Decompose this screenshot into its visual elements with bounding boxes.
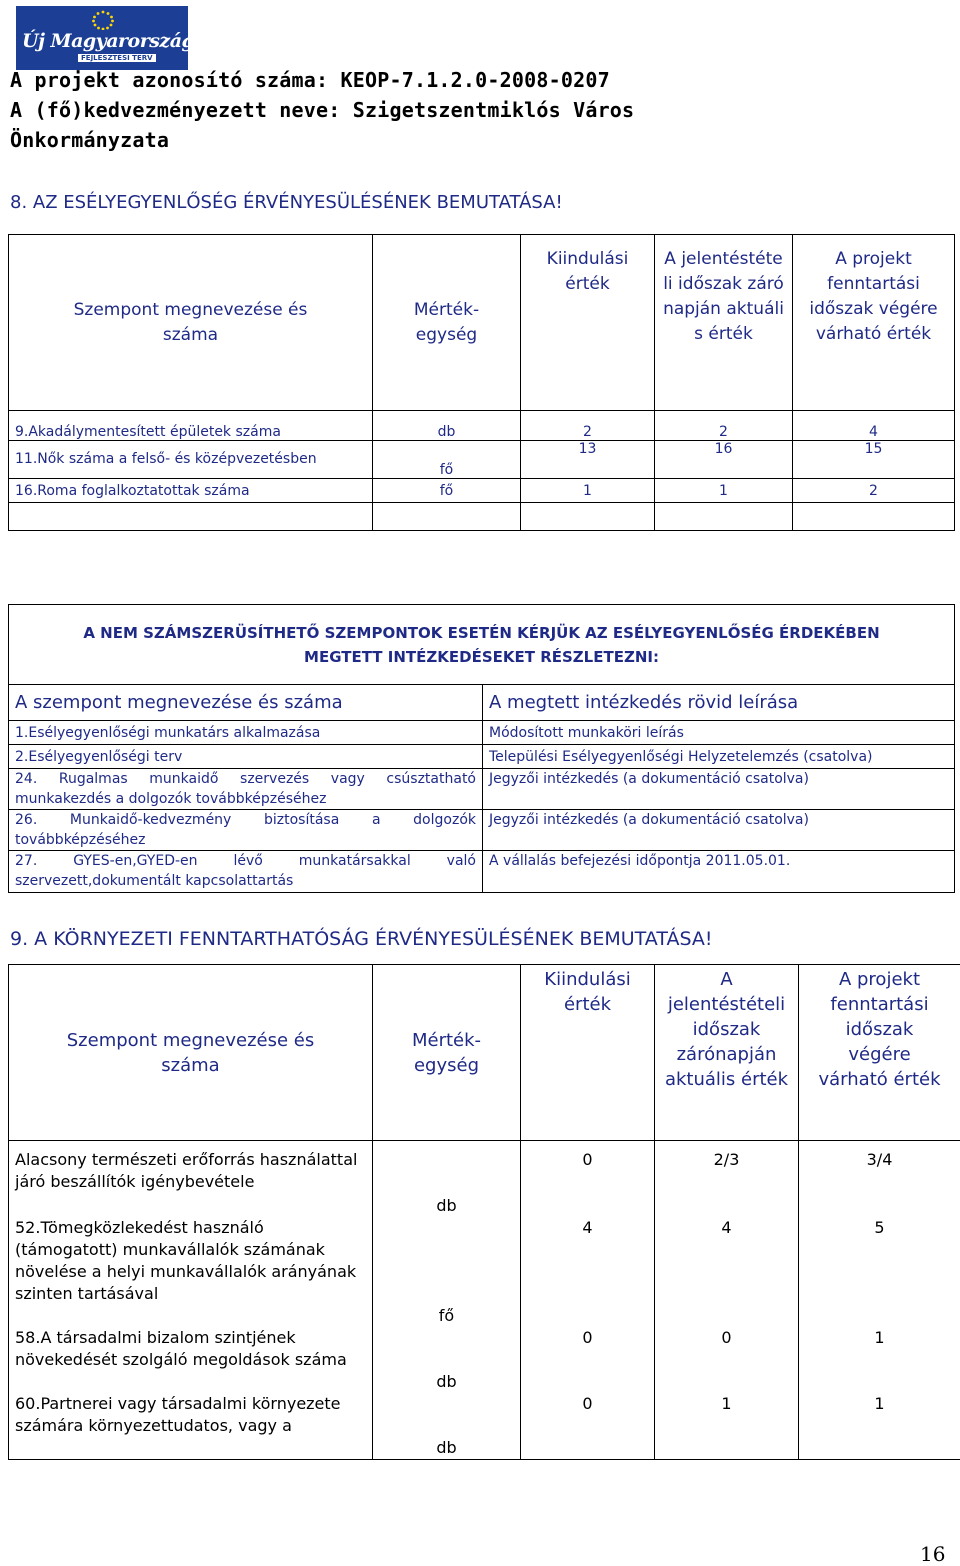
row-start: 0 xyxy=(521,1141,655,1218)
row-aspect: 27. GYES-en,GYED-en lévő munkatársakkal való szervezett,dokumentált kapcsolattartás xyxy=(9,851,483,893)
table-header-row xyxy=(9,235,955,411)
table-header-row xyxy=(9,965,960,1141)
row-unit: db xyxy=(373,1393,521,1460)
row-start: 0 xyxy=(521,1327,655,1393)
row-aspect: 26. Munkaidő-kedvezmény biztosítása a dolgozók továbbképzéséhez xyxy=(9,810,483,851)
col-header-unit: Mérték-egység xyxy=(373,965,521,1141)
table-row xyxy=(9,441,955,479)
row-unit: fő xyxy=(373,479,521,503)
row-unit: fő xyxy=(373,1217,521,1327)
table-row xyxy=(9,769,955,810)
row-start: 4 xyxy=(521,1217,655,1327)
row-aspect: 11.Nők száma a felső- és középvezetésben xyxy=(9,441,373,479)
table-row xyxy=(9,721,955,745)
logo xyxy=(16,6,188,70)
table-row-empty xyxy=(9,503,955,531)
row-unit: fő xyxy=(373,441,521,479)
project-id-line: A projekt azonosító száma: KEOP-7.1.2.0-2008-0207 xyxy=(10,68,610,92)
row-aspect: 24. Rugalmas munkaidő szervezés vagy csúsztatható munkakezdés a dolgozók továbbképzéséhez xyxy=(9,769,483,810)
row-aspect: 16.Roma foglalkoztatottak száma xyxy=(9,479,373,503)
logo-text: Új Magyarország xyxy=(22,30,194,52)
table-row xyxy=(9,810,955,851)
row-measure: Jegyzői intézkedés (a dokumentáció csatolva) xyxy=(483,810,955,851)
row-aspect: 58.A társadalmi bizalom szintjének növekedését szolgáló megoldások száma xyxy=(9,1327,373,1393)
row-measure: Jegyzői intézkedés (a dokumentáció csatolva) xyxy=(483,769,955,810)
row-current: 1 xyxy=(655,479,793,503)
eu-stars-icon xyxy=(90,10,116,30)
row-current: 2 xyxy=(655,411,793,441)
table-row xyxy=(9,1217,960,1327)
row-aspect: Alacsony természeti erőforrás használattal járó beszállítók igénybevétele xyxy=(9,1141,373,1218)
beneficiary-line: A (fő)kedvezményezett neve: Szigetszentmiklós Város xyxy=(10,98,634,122)
environment-indicator-table xyxy=(8,964,960,1460)
col-header-target: A projekt fenntartási időszak végére várható érték xyxy=(799,965,960,1141)
row-unit: db xyxy=(373,1141,521,1218)
row-target: 4 xyxy=(793,411,955,441)
row-aspect: 52.Tömegközlekedést használó (támogatott) munkavállalók számának növelése a helyi munkavállalók arányának szinten tartásával xyxy=(9,1217,373,1327)
row-current: 0 xyxy=(655,1327,799,1393)
col-header-aspect: Szempont megnevezése és száma xyxy=(9,235,373,411)
page-number: 16 xyxy=(920,1542,945,1566)
row-current: 16 xyxy=(655,441,793,479)
table-row xyxy=(9,1393,960,1460)
row-aspect: 2.Esélyegyenlőségi terv xyxy=(9,745,483,769)
col-header-current: A jelentéstételi időszak zárónapján aktuális érték xyxy=(655,235,793,411)
table-row xyxy=(9,479,955,503)
row-measure: Települési Esélyegyenlőségi Helyzetelemzés (csatolva) xyxy=(483,745,955,769)
row-start: 0 xyxy=(521,1393,655,1460)
row-unit: db xyxy=(373,1327,521,1393)
row-aspect: 9.Akadálymentesített épületek száma xyxy=(9,411,373,441)
row-current: 4 xyxy=(655,1217,799,1327)
section9-title: 9. A KÖRNYEZETI FENNTARTHATÓSÁG ÉRVÉNYESÜLÉSÉNEK BEMUTATÁSA! xyxy=(10,928,712,950)
col-header-target: A projekt fenntartási időszak végére várható érték xyxy=(793,235,955,411)
table-row xyxy=(9,1327,960,1393)
row-measure: Módosított munkaköri leírás xyxy=(483,721,955,745)
row-target: 5 xyxy=(799,1217,960,1327)
table-row xyxy=(9,1141,960,1218)
qualitative-col-header-measure: A megtett intézkedés rövid leírása xyxy=(483,685,955,721)
row-start: 1 xyxy=(521,479,655,503)
table-row xyxy=(9,745,955,769)
equality-indicator-table xyxy=(8,234,955,531)
qualitative-title: A NEM SZÁMSZERÜSÍTHETŐ SZEMPONTOK ESETÉN KÉRJÜK AZ ESÉLYEGYENLŐSÉG ÉRDEKÉBEN MEGTETT INTÉZKEDÉSEKET RÉSZLETEZNI: xyxy=(9,605,955,685)
table-row xyxy=(9,851,955,893)
col-header-start: Kiindulási érték xyxy=(521,235,655,411)
section8-title: 8. AZ ESÉLYEGYENLŐSÉG ÉRVÉNYESÜLÉSÉNEK BEMUTATÁSA! xyxy=(10,192,563,213)
table-row xyxy=(9,411,955,441)
row-measure: A vállalás befejezési időpontja 2011.05.01. xyxy=(483,851,955,893)
row-current: 1 xyxy=(655,1393,799,1460)
col-header-current: A jelentéstételi időszak zárónapján aktuális érték xyxy=(655,965,799,1141)
row-aspect: 60.Partnerei vagy társadalmi környezete számára környezettudatos, vagy a xyxy=(9,1393,373,1460)
row-start: 13 xyxy=(521,441,655,479)
row-start: 2 xyxy=(521,411,655,441)
qualitative-col-header-aspect: A szempont megnevezése és száma xyxy=(9,685,483,721)
beneficiary-line-cont: Önkormányzata xyxy=(10,128,169,152)
col-header-aspect: Szempont megnevezése és száma xyxy=(9,965,373,1141)
col-header-start: Kiindulási érték xyxy=(521,965,655,1141)
row-target: 1 xyxy=(799,1327,960,1393)
row-unit: db xyxy=(373,411,521,441)
col-header-unit: Mérték-egység xyxy=(373,235,521,411)
row-target: 1 xyxy=(799,1393,960,1460)
row-aspect: 1.Esélyegyenlőségi munkatárs alkalmazása xyxy=(9,721,483,745)
logo-subtitle: FEJLESZTÉSI TERV xyxy=(78,54,156,62)
row-target: 3/4 xyxy=(799,1141,960,1218)
qualitative-measures-table xyxy=(8,604,955,893)
row-current: 2/3 xyxy=(655,1141,799,1218)
row-target: 2 xyxy=(793,479,955,503)
row-target: 15 xyxy=(793,441,955,479)
